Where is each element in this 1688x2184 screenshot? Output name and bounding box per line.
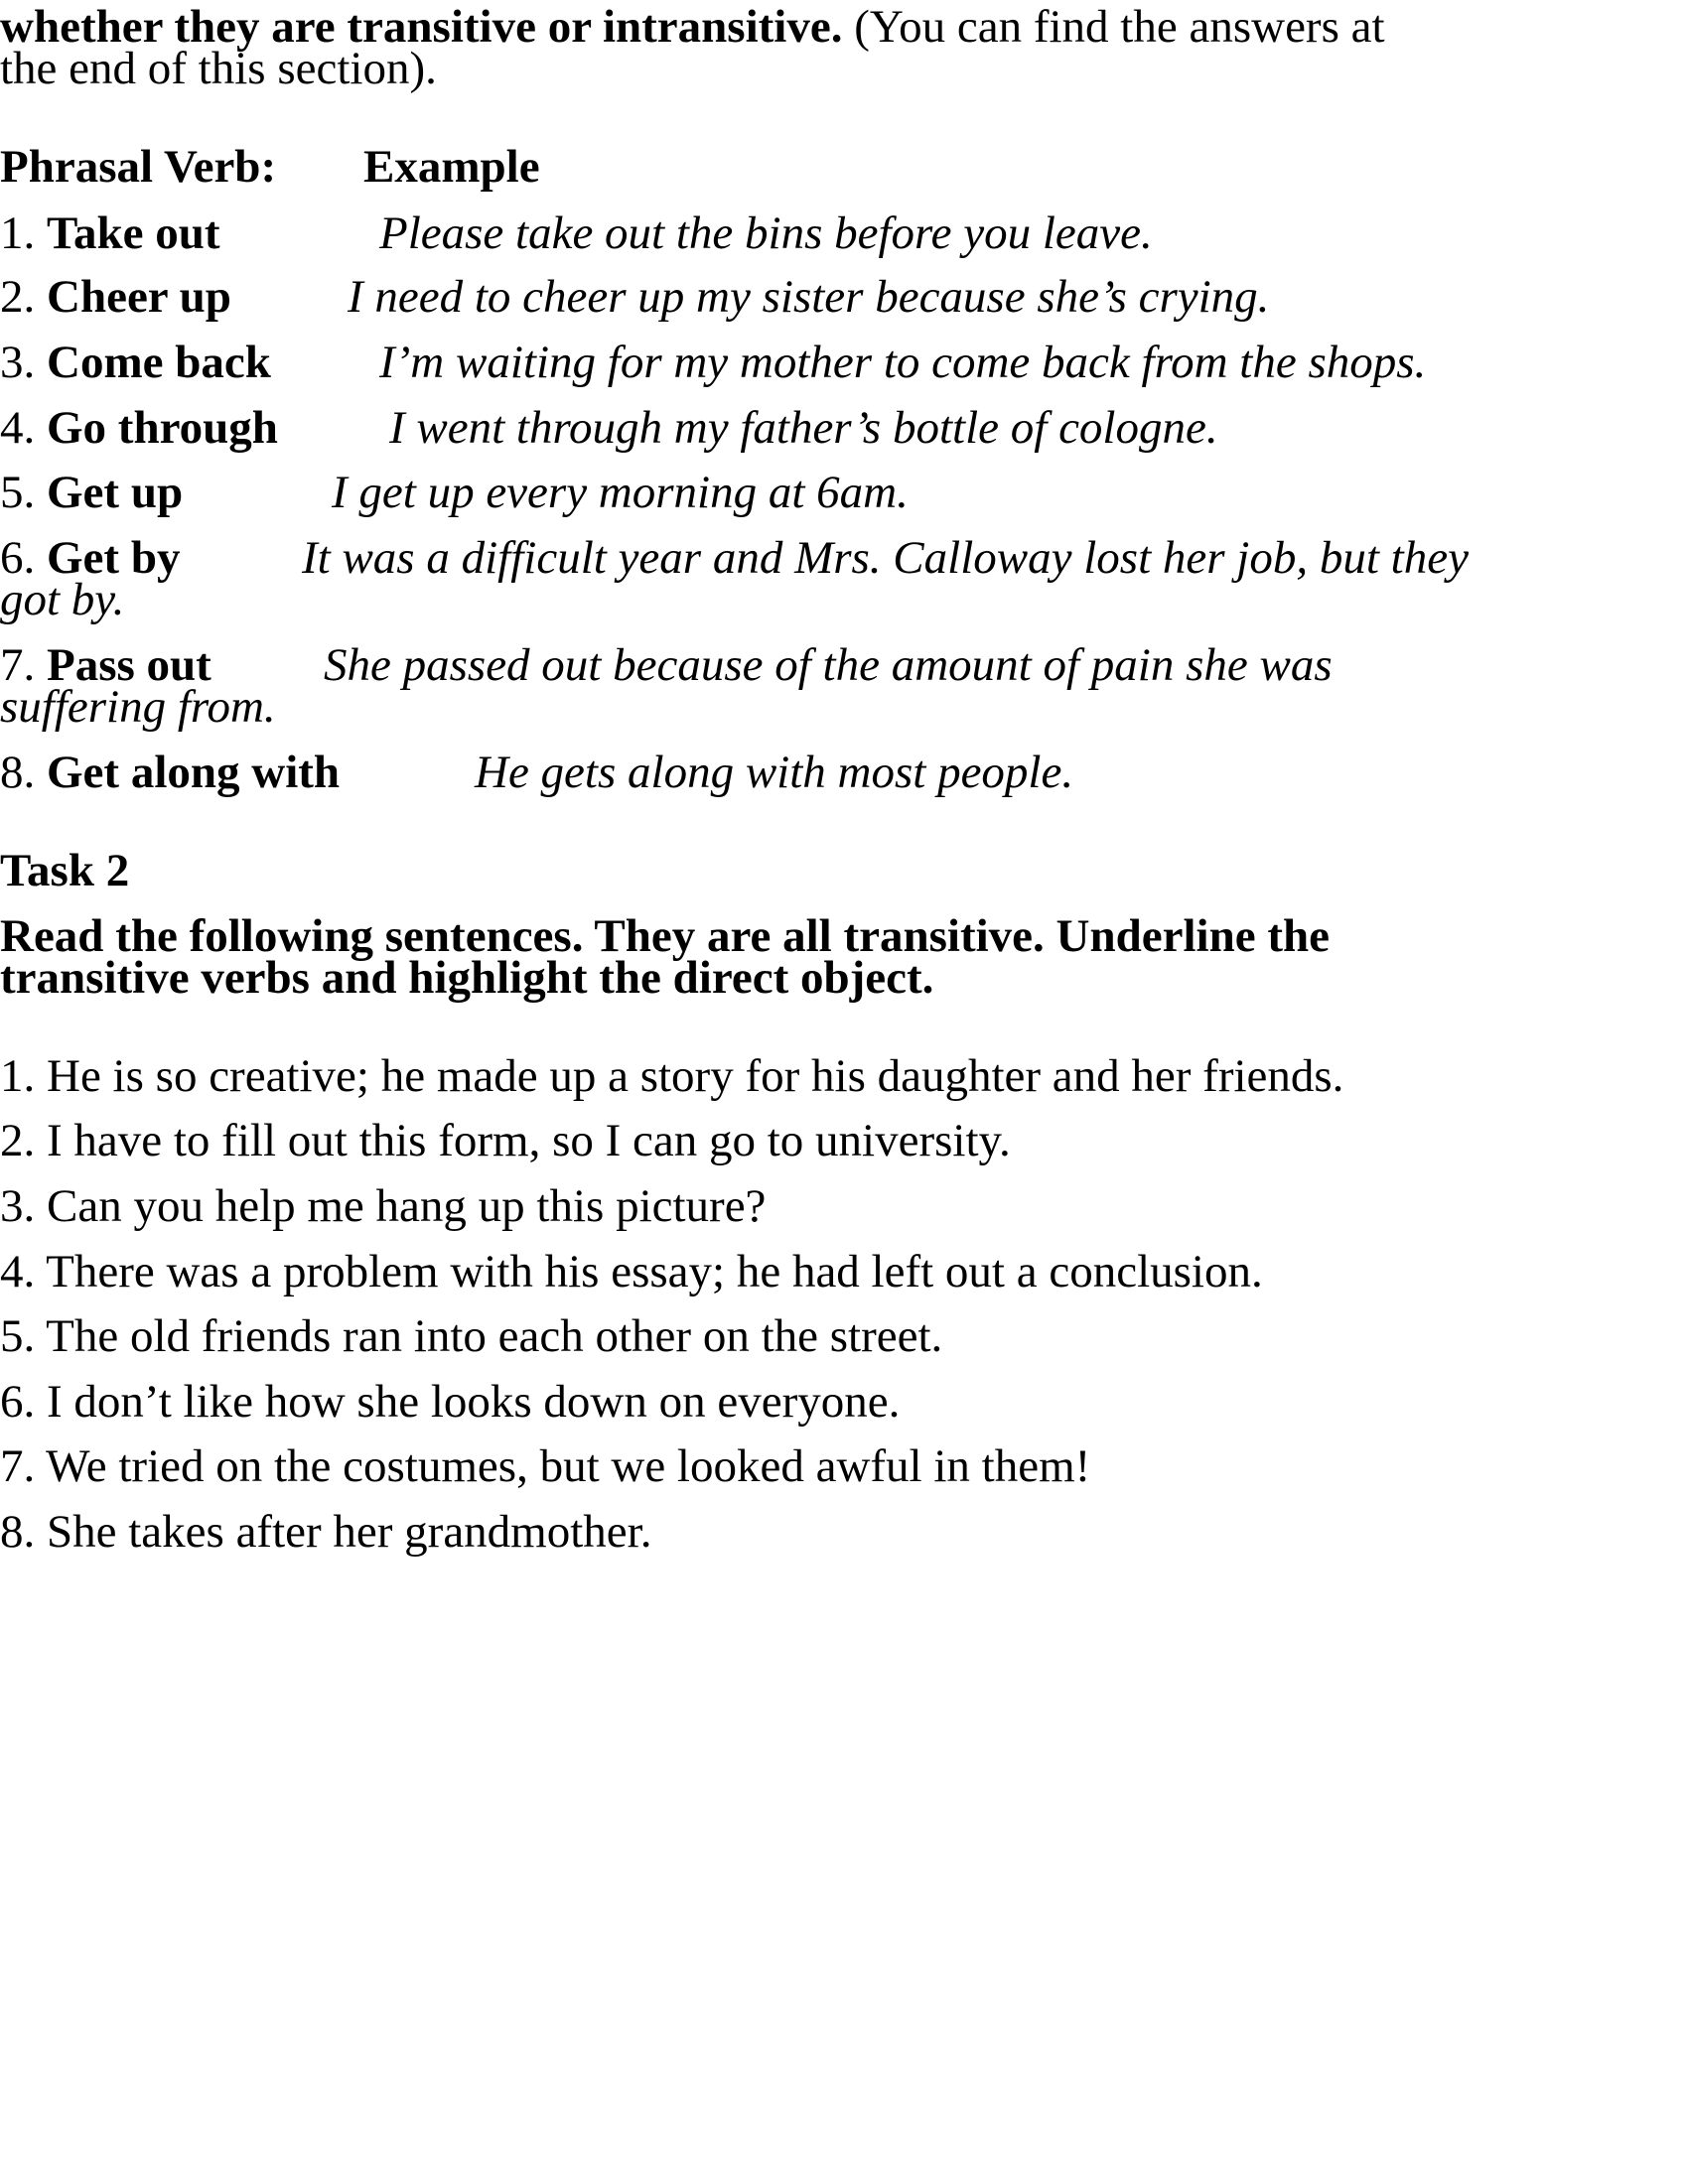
example-sentence: She passed out because of the amount of pain she was [324, 639, 1333, 691]
phrasal-verb: Come back [47, 337, 271, 388]
phrasal-verb: Get up [47, 467, 184, 518]
task-2-sentence: 1. He is so creative; he made up a story for his daughter and her friends. [0, 1050, 1344, 1102]
example-sentence-continued: got by. [0, 574, 125, 625]
row-number: 3. [0, 337, 47, 388]
example-sentence: Please take out the bins before you leave. [379, 207, 1153, 259]
header-example: Example [363, 141, 540, 193]
row-number: 7. [0, 639, 47, 691]
example-sentence: It was a difficult year and Mrs. Calloway lost her job, but they [302, 532, 1469, 584]
task-2-sentence: 4. There was a problem with his essay; he had left out a conclusion. [0, 1246, 1263, 1297]
task-2-instruction-line-1: Read the following sentences. They are all transitive. Underline the [0, 910, 1330, 962]
task-2-sentence: 3. Can you help me hang up this picture? [0, 1180, 767, 1232]
example-sentence: I need to cheer up my sister because she’s crying. [348, 271, 1270, 323]
row-number: 8. [0, 747, 47, 798]
row-number: 1. [0, 207, 47, 259]
intro-rest-text: (You can find the answers at [842, 1, 1385, 53]
intro-bold-text: whether they are transitive or intransitive. [0, 1, 843, 53]
phrasal-verb: Go through [47, 402, 278, 454]
task-2-sentence: 7. We tried on the costumes, but we looked awful in them! [0, 1440, 1091, 1492]
intro-line-2: the end of this section). [0, 43, 437, 94]
example-sentence-continued: suffering from. [0, 681, 276, 733]
phrasal-verb: Cheer up [47, 271, 231, 323]
phrasal-verb-row [0, 467, 909, 518]
phrasal-verb: Get along with [47, 747, 341, 798]
phrasal-verb-row [0, 747, 1074, 798]
task-2-sentence: 8. She takes after her grandmother. [0, 1506, 652, 1558]
task-2-sentence: 5. The old friends ran into each other on the street. [0, 1310, 943, 1362]
example-sentence: I’m waiting for my mother to come back from the shops. [379, 337, 1427, 388]
task-2-sentence: 6. I don’t like how she looks down on everyone. [0, 1376, 901, 1428]
row-number: 4. [0, 402, 47, 454]
task-2-sentence: 2. I have to fill out this form, so I can go to university. [0, 1115, 1011, 1166]
phrasal-verb-header [0, 141, 540, 193]
task-2-title: Task 2 [0, 845, 130, 896]
phrasal-verb-row [0, 271, 1270, 323]
phrasal-verb: Pass out [47, 639, 211, 691]
phrasal-verb-row [0, 207, 1153, 259]
example-sentence: I get up every morning at 6am. [332, 467, 909, 518]
phrasal-verb: Take out [47, 207, 220, 259]
phrasal-verb-row [0, 337, 1427, 388]
row-number: 2. [0, 271, 47, 323]
header-phrasal-verb: Phrasal Verb: [0, 141, 277, 193]
phrasal-verb-row [0, 402, 1218, 454]
row-number: 5. [0, 467, 47, 518]
example-sentence: I went through my father’s bottle of cologne. [389, 402, 1218, 454]
task-2-instruction-line-2: transitive verbs and highlight the direct object. [0, 952, 934, 1004]
example-sentence: He gets along with most people. [475, 747, 1074, 798]
row-number: 6. [0, 532, 47, 584]
phrasal-verb: Get by [47, 532, 181, 584]
